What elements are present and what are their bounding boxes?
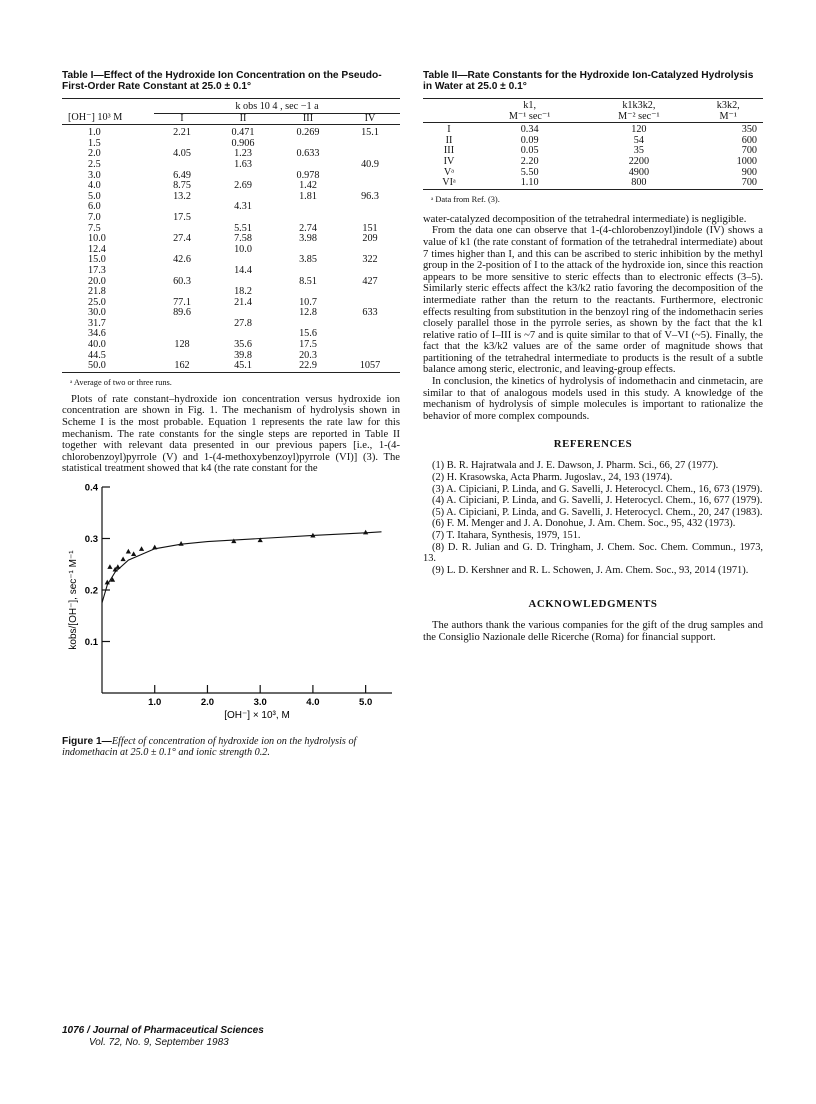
table1-value-cell: 22.9 [299,360,317,372]
table1-value-cell: 10.7 [299,296,317,308]
table1-conc-cell: 10.0 [88,233,106,245]
table1-conc-cell: 12.4 [88,243,106,255]
table1-value-cell: 15.6 [299,328,317,340]
table1-row-header: [OH⁻] 10³ M [68,112,123,124]
table2-compound-cell: IV [443,155,455,167]
table1-value-cell: 21.4 [234,296,252,308]
table1-value-cell: 0.633 [296,148,320,160]
data-point [152,545,157,550]
table2-footnote: ᵃ Data from Ref. (3). [431,194,500,204]
table2-value-cell: 1.10 [520,177,539,189]
table1-value-cell: 8.75 [173,180,191,192]
y-tick-label: 0.4 [84,482,98,494]
table1-value-cell: 27.4 [173,233,191,245]
table1-conc-cell: 6.0 [88,201,101,213]
table1-value-cell [340,171,400,182]
table2-value-cell: 800 [631,177,647,189]
data-point [131,551,136,556]
table1-value-cell: 7.58 [234,233,252,245]
table1-conc-cell: 1.5 [88,137,101,149]
data-point [231,538,236,543]
figure-1-caption [62,736,400,758]
table2-value-cell: 600 [741,134,757,146]
table1-row [62,329,400,340]
table2-value-cell: 700 [741,177,757,189]
left-column [62,70,400,758]
table1-conc-cell: 1.0 [88,127,101,139]
table1-value-cell: 35.6 [234,339,252,351]
table1-conc-cell: 31.7 [88,317,106,329]
reference-item: (9) L. D. Kershner and R. L. Schowen, J. Am. Chem. Soc., 93, 2014 (1971). [432,564,749,576]
table1-value-cell [154,319,210,330]
table2 [423,98,763,190]
table1-value-cell: 17.5 [299,339,317,351]
table1-conc-cell: 20.0 [88,275,106,287]
table2-value-cell: 0.09 [520,134,539,146]
table1-conc-cell: 34.6 [88,328,106,340]
table1-value-cell [340,139,400,150]
table1-value-cell: 18.2 [234,286,252,298]
data-point [139,546,144,551]
table1-conc-cell: 4.0 [88,180,101,192]
table1-value-cell [154,266,210,277]
table1-value-cell: 162 [174,360,190,372]
footer-line [62,1025,264,1037]
table1-value-cell [276,213,340,224]
table1-value-cell [340,287,400,298]
body-paragraph: In conclusion, the kinetics of hydrolysis of indomethacin and cinmetacin, are similar to that of analogous models used in this study. A knowledge of the mechanism of hydrolysis of simple molecules is important to rationalize the behavior of more complex compounds. [423,376,763,422]
table1-value-cell: 427 [362,275,378,287]
table2-row [423,178,763,189]
table2-row [423,157,763,168]
table1-value-cell: 3.98 [299,233,317,245]
references-heading: REFERENCES [553,438,633,451]
table2-compound-cell: VIᵃ [442,177,456,189]
table1-row [62,319,400,330]
table1-row [62,266,400,277]
reference-item: (8) D. R. Julian and G. D. Tringham, J. Chem. Soc. Chem. Commun., 1973, 13. [423,541,763,565]
table2-header-unit: M⁻² sec⁻¹ [618,110,660,122]
table1-row [62,213,400,224]
x-tick-label: 1.0 [148,697,162,708]
table2-value-cell: 700 [741,145,757,157]
table1-conc-cell: 30.0 [88,307,106,319]
footer-journal: 1076 / Journal of Pharmaceutical Sciences [62,1025,264,1036]
table1-conc-cell: 40.0 [88,339,106,351]
table1-conc-cell: 2.5 [88,158,101,170]
reference-item: (2) H. Krasowska, Acta Pharm. Jugoslav., 24, 193 (1974). [432,472,673,484]
table1-value-cell [154,160,210,171]
table2-row [423,146,763,157]
table1-value-cell: 8.51 [299,275,317,287]
figure-1 [62,481,400,758]
acknowledgments-text: The authors thank the various companies for the gift of the drug samples and the Consiglio Nazionale delle Ricerche (Roma) for financial support. [423,620,763,643]
table2-compound-cell: Vᵃ [443,166,455,178]
table1-conc-cell: 7.5 [88,222,101,234]
table2-value-cell: 900 [741,166,757,178]
table1-value-cell: 15.1 [361,127,379,139]
table2-value-cell: 4900 [628,166,650,178]
table1-value-cell: 1.63 [234,158,252,170]
reference-item: (5) A. Cipiciani, P. Linda, and G. Savelli, J. Heterocycl. Chem., 20, 247 (1983). [432,506,763,518]
table1-value-cell: 45.1 [234,360,252,372]
data-point [363,530,368,535]
table1-value-cell: 1.23 [234,148,252,160]
table1-value-cell [276,202,340,213]
body-paragraph: From the data one can observe that 1-(4-chlorobenzoyl)indole (IV) shows a value of k1 (the rate constant of formation of the tetrahedral intermediate) about 7 times higher than I, and this can be ascribed to steric inhibition by the methyl group in the 2-position of I to the attack of the hydroxide ion, since this reaction appears to be more sensitive to steric effects than to electronic effects (3–5). Similarly steric effects affect the k3/k2 ratio favoring the decomposition of the intermediate rather than the return to the reactants. Furthermore, electronic effects resulting from substitution in the benzoyl ring of the indomethacin series closely parallel those in the pyrrole series, as shown by the fact that the k1 relative ratio of I–III is ~7 and is quite similar to that of V–VI (~5). Finally, the fact that the k3/k2 values are of the same order of magnitude shows that partitioning of the tetrahedral intermediate to products is the result of a subtle balance among steric, electronic, and leaving-group effects. [423,225,763,376]
table1-value-cell: 96.3 [361,190,379,202]
reference-item: (4) A. Cipiciani, P. Linda, and G. Savelli, J. Heterocycl. Chem., 16, 677 (1979). [432,495,763,507]
table1-value-cell: 5.51 [234,222,252,234]
table1-value-cell: 39.8 [234,349,252,361]
table1-col-header: I [154,113,210,125]
table1-col-header: IV [340,113,400,125]
table1-row [62,255,400,266]
table1-row [62,298,400,309]
table1-value-cell [340,202,400,213]
table1-value-cell: 89.6 [173,307,191,319]
table1-row [62,149,400,160]
table2-value-cell: 2200 [628,155,650,167]
x-tick-label: 3.0 [253,697,267,708]
table2-row [423,168,763,179]
figure-1-caption-text: Effect of concentration of hydroxide ion on the hydrolysis of indomethacin at 25.0 ± 0.1° and ionic strength 0.2. [62,736,357,759]
table1-value-cell: 0.471 [231,127,255,139]
y-tick-label: 0.2 [84,585,98,597]
table1-value-cell: 6.49 [173,169,191,181]
table2-caption: Table II—Rate Constants for the Hydroxide Ion-Catalyzed Hydrolysis in Water at 25.0 ± 0.1° [423,70,754,92]
table1-value-cell [276,160,340,171]
table1-value-cell: 12.8 [299,307,317,319]
table1-value-cell: 10.0 [234,243,252,255]
table2-value-cell: 54 [633,134,644,146]
table2-row [423,123,763,136]
table1-conc-cell: 7.0 [88,211,101,223]
table2-value-cell: 35 [633,145,644,157]
table1-row [62,181,400,192]
table1-row [62,287,400,298]
table1-footnote: ᵃ Average of two or three runs. [70,377,172,387]
table2-value-cell: 1000 [736,155,757,167]
table1-row [62,340,400,351]
left-paragraph: Plots of rate constant–hydroxide ion concentration versus hydroxide ion concentration are shown in Fig. 1. The mechanism of hydrolysis shown in Scheme I is the most probable. Equation 1 represents the rate law for this mechanism. The rate constants for the single steps are reported in Table II together with relevant data presented in our previous papers [i.e., 1-(4-chlorobenzoyl)pyrrole (V) and 1-(4-methoxybenzoyl)pyrrole (VI)] (3). The statistical treatment showed that k4 (the rate constant for the [62,393,400,475]
table1-value-cell: 209 [362,233,378,245]
table1-value-cell: 0.978 [296,169,320,181]
table1-value-cell: 1.81 [299,190,317,202]
table1-value-cell: 77.1 [173,296,191,308]
fit-curve [102,532,382,603]
table1-row [62,245,400,256]
table1-value-cell: 4.31 [234,201,252,213]
table2-value-cell: 350 [741,124,757,136]
table1-value-cell: 13.2 [173,190,191,202]
data-point [115,564,120,569]
table1-value-cell: 2.74 [299,222,317,234]
table2-header: k3k2, [716,100,740,111]
table1-value-cell: 40.9 [361,158,379,170]
table1-value-cell [340,319,400,330]
table1-value-cell [340,213,400,224]
data-point [126,549,131,554]
table1-value-cell: 2.69 [234,180,252,192]
table1-value-cell [276,266,340,277]
data-point [107,564,112,569]
table2-compound-cell: II [445,134,453,146]
table1-row [62,192,400,203]
acknowledgments-heading: ACKNOWLEDGMENTS [528,598,658,611]
table1-value-cell: 0.269 [296,127,320,139]
references-list [423,460,763,576]
table1-value-cell: 27.8 [234,317,252,329]
table1-value-cell: 14.4 [234,264,252,276]
table1-row [62,202,400,213]
reference-item: (3) A. Cipiciani, P. Linda, and G. Savelli, J. Heterocycl. Chem., 16, 673 (1979). [432,483,763,495]
table1-kobs-header: k obs 10 4 , sec −1 a [235,101,319,112]
table1-value-cell: 1057 [359,360,381,372]
table1-conc-cell: 17.3 [88,264,106,276]
table1-row [62,171,400,182]
table1-value-cell [340,340,400,351]
table1-conc-cell: 44.5 [88,349,106,361]
table1-conc-cell: 2.0 [88,148,101,160]
table1-row [62,125,400,139]
y-axis-label: kobs/[OH⁻], sec⁻¹ M⁻¹ [68,550,79,650]
table1-row [62,351,400,362]
table1-value-cell: 151 [362,222,378,234]
table1-conc-cell: 5.0 [88,190,101,202]
table1-row [62,160,400,171]
table1-value-cell: 1.42 [299,180,317,192]
table2-value-cell: 5.50 [520,166,539,178]
table1-conc-cell: 15.0 [88,254,106,266]
table1-value-cell: 0.906 [231,137,255,149]
table1 [62,98,400,373]
table2-header-unit: M⁻¹ [719,110,737,122]
table1-row [62,234,400,245]
table1-caption: Table I—Effect of the Hydroxide Ion Concentration on the Pseudo-First-Order Rate Constant at 25.0 ± 0.1° [62,70,382,92]
table1-value-cell: 17.5 [173,211,191,223]
table1-value-cell: 322 [362,254,378,266]
table1-value-cell [210,213,276,224]
table1-row [62,361,400,372]
table1-conc-cell: 3.0 [88,169,101,181]
data-point [178,541,183,546]
table1-conc-cell: 25.0 [88,296,106,308]
page-footer [62,1025,264,1049]
table2-row [423,136,763,147]
footer-issue: Vol. 72, No. 9, September 1983 [89,1037,229,1048]
table1-col-header: III [276,113,340,125]
y-tick-label: 0.1 [84,637,98,648]
reference-item: (7) T. Itahara, Synthesis, 1979, 151. [432,530,581,541]
table1-value-cell: 4.05 [173,148,191,160]
reference-item: (6) F. M. Menger and J. A. Donohue, J. Am. Chem. Soc., 95, 432 (1973). [432,518,736,530]
body-paragraph: water-catalyzed decomposition of the tetrahedral intermediate) is negligible. [423,213,747,225]
table1-col-header: II [210,113,276,125]
table2-value-cell: 120 [631,124,647,136]
table1-value-cell: 633 [362,307,378,319]
table2-value-cell: 0.05 [520,145,539,157]
table1-value-cell [340,329,400,340]
y-tick-label: 0.3 [84,534,98,545]
table1-conc-cell: 50.0 [88,360,106,372]
x-axis-label: [OH⁻] × 10³, M [224,710,290,721]
x-tick-label: 5.0 [359,697,373,708]
x-tick-label: 4.0 [306,697,320,708]
figure-1-caption-label: Figure 1— [62,736,112,747]
table1-row [62,139,400,150]
table1-conc-cell: 21.8 [88,286,106,298]
table2-compound-cell: I [447,124,451,136]
table1-value-cell: 3.85 [299,254,317,266]
table2-header: k1, [523,100,536,111]
x-tick-label: 2.0 [200,697,215,708]
table1-row [62,308,400,319]
figure-1-chart [62,481,402,729]
table1-row [62,224,400,235]
table2-value-cell: 0.34 [520,124,539,136]
data-point [120,557,125,562]
table1-value-cell: 60.3 [173,275,191,287]
table1-value-cell: 2.21 [173,127,191,139]
table2-header-unit: M⁻¹ sec⁻¹ [508,110,551,122]
right-column [423,70,763,644]
table1-value-cell: 20.3 [299,349,317,361]
table1-value-cell: 128 [174,339,190,351]
table1-value-cell [340,266,400,277]
table1-row [62,277,400,288]
table2-compound-cell: III [443,145,455,157]
table2-header: k1k3k2, [622,100,656,111]
reference-item: (1) B. R. Hajratwala and J. E. Dawson, J. Pharm. Sci., 66, 27 (1977). [432,460,719,472]
table2-value-cell: 2.20 [520,155,539,167]
table1-value-cell: 42.6 [173,254,191,266]
